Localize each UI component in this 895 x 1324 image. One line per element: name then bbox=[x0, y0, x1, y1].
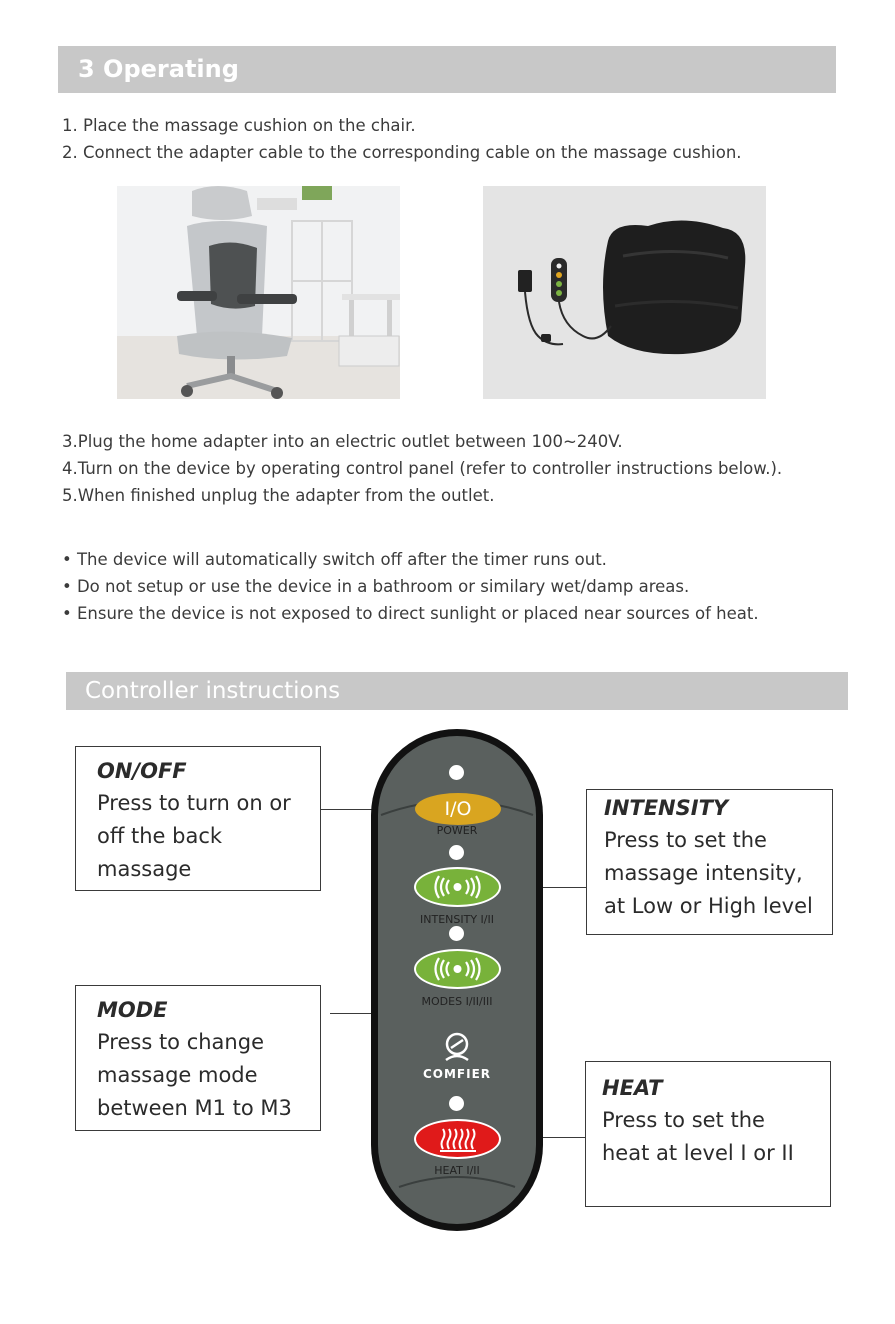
steps-top bbox=[62, 112, 742, 166]
callout-line: massage intensity, bbox=[604, 861, 803, 885]
cushion-with-controller-photo bbox=[483, 186, 766, 399]
step-4: 4.Turn on the device by operating control panel (refer to controller instructions below.). bbox=[62, 459, 783, 478]
callout-intensity bbox=[586, 789, 833, 935]
heat-label: HEAT I/II bbox=[434, 1164, 480, 1177]
callout-title: INTENSITY bbox=[604, 796, 729, 820]
modes-led bbox=[449, 926, 464, 941]
heat-icon bbox=[416, 1121, 499, 1157]
power-label: POWER bbox=[436, 824, 478, 837]
callout-title: MODE bbox=[97, 998, 168, 1022]
note-item: • The device will automatically switch off after the timer runs out. bbox=[62, 550, 607, 569]
callout-line: off the back bbox=[97, 824, 223, 848]
intensity-led bbox=[449, 845, 464, 860]
intensity-button[interactable] bbox=[414, 867, 501, 907]
callout-mode bbox=[75, 985, 321, 1131]
callout-line: Press to set the bbox=[604, 828, 767, 852]
chair-illustration bbox=[117, 186, 400, 399]
callout-title: HEAT bbox=[602, 1076, 663, 1100]
modes-button[interactable] bbox=[414, 949, 501, 989]
power-symbol: I/O bbox=[444, 798, 472, 820]
step-5: 5.When finished unplug the adapter from the outlet. bbox=[62, 486, 495, 505]
note-item: • Do not setup or use the device in a bathroom or similary wet/damp areas. bbox=[62, 577, 690, 596]
callout-line: massage bbox=[97, 857, 192, 881]
comfier-brand: COMFIER bbox=[422, 1067, 492, 1081]
steps-mid bbox=[62, 428, 782, 509]
callout-line: between M1 to M3 bbox=[97, 1096, 292, 1120]
note-item: • Ensure the device is not exposed to direct sunlight or placed near sources of heat. bbox=[62, 604, 759, 623]
callout-title: ON/OFF bbox=[97, 759, 187, 783]
callout-on-off bbox=[75, 746, 321, 891]
section-3-title: 3 Operating bbox=[78, 55, 239, 83]
heat-led bbox=[449, 1096, 464, 1111]
safety-notes bbox=[62, 546, 759, 627]
vibration-icon bbox=[416, 869, 499, 905]
callout-line: Press to change bbox=[97, 1030, 264, 1054]
cushion-illustration bbox=[483, 186, 766, 399]
controller-instructions-title: Controller instructions bbox=[85, 678, 341, 704]
step-3: 3.Plug the home adapter into an electric outlet between 100~240V. bbox=[62, 432, 623, 451]
comfier-logo-icon bbox=[442, 1030, 472, 1064]
section-3-header bbox=[58, 46, 836, 93]
heat-button[interactable] bbox=[414, 1119, 501, 1159]
step-1: 1. Place the massage cushion on the chair. bbox=[62, 116, 416, 135]
callout-line: heat at level I or II bbox=[602, 1141, 794, 1165]
intensity-label: INTENSITY I/II bbox=[420, 913, 494, 926]
callout-line: Press to set the bbox=[602, 1108, 765, 1132]
power-led bbox=[449, 765, 464, 780]
chair-with-cushion-photo bbox=[117, 186, 400, 399]
step-2: 2. Connect the adapter cable to the corresponding cable on the massage cushion. bbox=[62, 143, 742, 162]
callout-line: Press to turn on or bbox=[97, 791, 291, 815]
controller-instructions-header bbox=[66, 672, 848, 710]
callout-line: at Low or High level bbox=[604, 894, 813, 918]
vibration-icon bbox=[416, 951, 499, 987]
callout-line: massage mode bbox=[97, 1063, 258, 1087]
callout-heat bbox=[585, 1061, 831, 1207]
modes-label: MODES I/II/III bbox=[421, 995, 493, 1008]
power-button[interactable] bbox=[415, 793, 501, 825]
remote-controller bbox=[369, 727, 545, 1233]
